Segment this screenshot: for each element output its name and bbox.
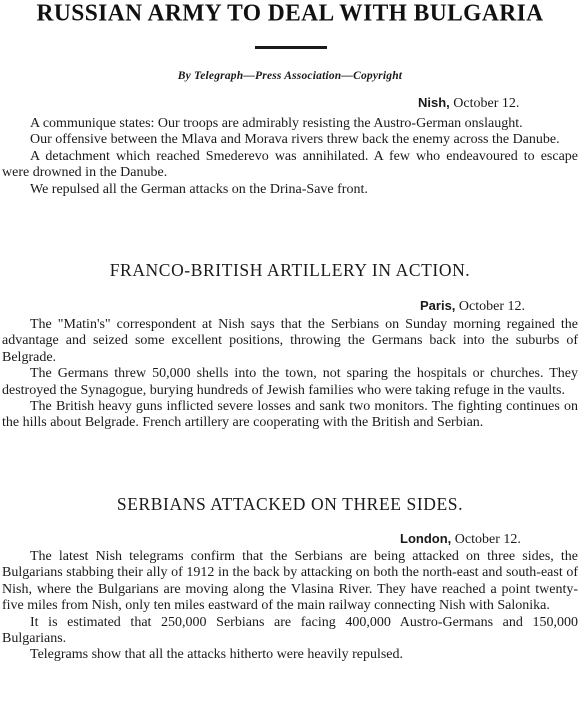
paragraph: Our offensive between the Mlava and Morava rivers threw back the enemy across the Danube.	[30, 132, 560, 148]
dateline-date: October 12.	[458, 299, 526, 314]
paragraph: It is estimated that 250,000 Serbians are facing 400,000 Austro-Germans and 150,000 Bulgarians.	[2, 614, 578, 647]
paragraph: A communique states: Our troops are admirably resisting the Austro-German onslaught.	[30, 116, 523, 131]
dateline-place: Paris,	[420, 298, 456, 313]
paragraph: The British heavy guns inflicted severe losses and sank two monitors. The fighting continues on the hills about Belgrade. French artillery are cooperating with the British and Serbian.	[2, 399, 578, 431]
byline: By Telegraph—Press Association—Copyright	[177, 70, 403, 82]
dateline-place: London,	[400, 531, 452, 546]
subhead-franco-british: FRANCO-BRITISH ARTILLERY IN ACTION.	[109, 260, 471, 280]
subhead-serbians-attacked: SERBIANS ATTACKED ON THREE SIDES.	[116, 494, 464, 514]
paragraph: The latest Nish telegrams confirm that the Serbians are being attacked on three sides, the Bulgarians stabbing their ally of 1912 in the back by attacking on both the north-east and south-east of Nish, where the Bulgarians are moving along the Vlasina River. They have reached a point twenty-five miles from Nish, only ten miles eastward of the main railway connecting Nish with Salonika.	[2, 549, 578, 614]
paragraph: The "Matin's" correspondent at Nish says that the Serbians on Sunday morning regained the advantage and seized some excellent positions, throwing the Germans back into the suburbs of Belgrade.	[2, 317, 578, 365]
dateline-place: Nish,	[418, 95, 450, 110]
article-nish	[2, 116, 578, 198]
dateline-date: October 12.	[453, 96, 520, 111]
headline-rule	[255, 46, 327, 49]
main-headline: RUSSIAN ARMY TO DEAL WITH BULGARIA	[36, 0, 544, 27]
paragraph: The Germans threw 50,000 shells into the town, not sparing the hospitals or churches. They destroyed the Synagogue, burying hundreds of Jewish families who were taking refuge in the vaults.	[2, 366, 578, 398]
dateline-nish	[418, 95, 519, 112]
article-london	[2, 549, 578, 664]
dateline-london	[400, 531, 521, 548]
paragraph: A detachment which reached Smederevo was annihilated. A few who endeavoured to escape were drowned in the Danube.	[2, 148, 578, 181]
dateline-paris	[420, 298, 525, 315]
paragraph: We repulsed all the German attacks on the Drina-Save front.	[30, 181, 368, 197]
article-paris	[2, 317, 578, 432]
paragraph: Telegrams show that all the attacks hitherto were heavily repulsed.	[30, 647, 404, 663]
dateline-date: October 12.	[454, 532, 521, 547]
